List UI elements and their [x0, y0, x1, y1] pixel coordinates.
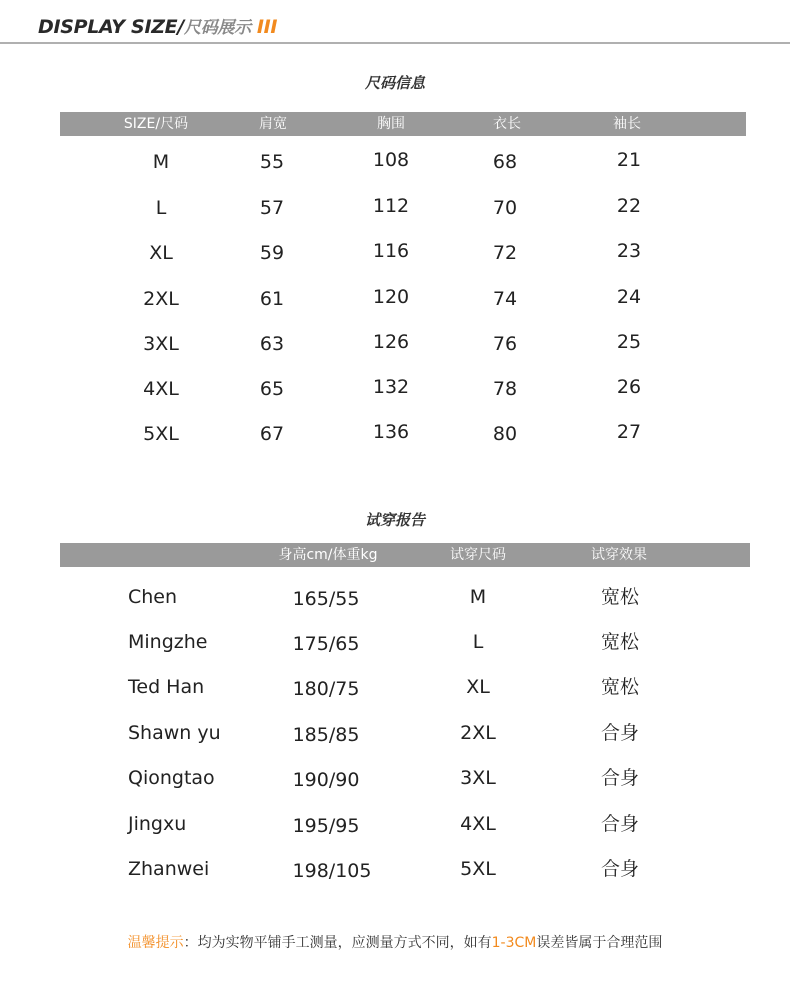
- table-row: [0, 194, 790, 239]
- note-text-after: 误差皆属于合理范围: [536, 935, 663, 951]
- note-range: 1-3CM: [491, 935, 537, 951]
- fit-cell-size: 3XL: [460, 767, 496, 789]
- fit-cell-effect: 合身: [600, 813, 640, 835]
- fit-cell-size: 4XL: [460, 813, 496, 835]
- fit-table-header: [60, 543, 750, 567]
- size-cell-size: XL: [149, 242, 173, 264]
- table-row: [0, 239, 790, 284]
- fit-cell-name: Shawn yu: [128, 722, 221, 744]
- table-row: [0, 285, 790, 330]
- size-cell-chest: 132: [372, 376, 410, 398]
- table-row: [0, 721, 790, 766]
- size-cell-sleeve: 22: [616, 195, 642, 217]
- size-cell-size: L: [155, 197, 167, 219]
- table-row: [0, 330, 790, 375]
- size-cell-size: 4XL: [143, 378, 179, 400]
- table-row: [0, 420, 790, 465]
- header-title: [38, 13, 277, 38]
- fit-cell-size: L: [472, 631, 484, 653]
- fit-cell-height-weight: 180/75: [292, 678, 360, 700]
- size-table-header: [60, 112, 746, 136]
- table-row: [0, 630, 790, 675]
- size-cell-size: 3XL: [143, 333, 179, 355]
- table-row: [0, 585, 790, 630]
- fit-header-try-size: 试穿尺码: [450, 547, 506, 563]
- page-header: [0, 0, 790, 46]
- fit-cell-effect: 合身: [600, 767, 640, 789]
- table-row: [0, 812, 790, 857]
- fit-table-title: 试穿报告: [364, 511, 425, 529]
- size-cell-shoulder: 55: [259, 151, 285, 173]
- fit-cell-height-weight: 185/85: [292, 724, 360, 746]
- fit-cell-size: 2XL: [460, 722, 496, 744]
- fit-cell-size: XL: [466, 676, 490, 698]
- fit-cell-name: Zhanwei: [128, 858, 210, 880]
- fit-cell-height-weight: 198/105: [292, 860, 372, 882]
- fit-header-height-weight: 身高cm/体重kg: [278, 547, 378, 563]
- size-cell-chest: 116: [372, 240, 410, 262]
- fit-cell-name: Jingxu: [128, 813, 187, 835]
- size-cell-shoulder: 57: [259, 197, 285, 219]
- fit-cell-size: M: [469, 586, 487, 608]
- note-text-before: ：均为实物平铺手工测量，应测量方式不同，如有: [183, 935, 492, 951]
- size-cell-chest: 126: [372, 331, 410, 353]
- size-cell-chest: 112: [372, 195, 410, 217]
- table-row: [0, 857, 790, 902]
- fit-cell-effect: 宽松: [600, 586, 640, 608]
- size-cell-shoulder: 61: [259, 288, 285, 310]
- size-cell-length: 72: [492, 242, 518, 264]
- measurement-note: [0, 932, 790, 952]
- fit-cell-name: Mingzhe: [128, 631, 208, 653]
- header-divider: [0, 42, 790, 44]
- size-cell-sleeve: 21: [616, 149, 642, 171]
- fit-cell-size: 5XL: [460, 858, 496, 880]
- header-title-cn: 尺码展示: [184, 18, 251, 38]
- size-cell-size: 2XL: [143, 288, 179, 310]
- note-label: 温馨提示: [127, 935, 184, 951]
- size-cell-sleeve: 23: [616, 240, 642, 262]
- size-header-size: SIZE/尺码: [123, 116, 189, 132]
- size-cell-length: 70: [492, 197, 518, 219]
- fit-header-effect: 试穿效果: [591, 547, 647, 563]
- size-cell-size: M: [152, 151, 170, 173]
- size-cell-length: 74: [492, 288, 518, 310]
- fit-cell-effect: 合身: [600, 722, 640, 744]
- size-cell-shoulder: 67: [259, 423, 285, 445]
- size-header-chest: 胸围: [377, 116, 405, 132]
- size-cell-length: 76: [492, 333, 518, 355]
- size-cell-shoulder: 63: [259, 333, 285, 355]
- fit-cell-height-weight: 175/65: [292, 633, 360, 655]
- size-header-sleeve: 袖长: [613, 116, 641, 132]
- size-header-length: 衣长: [493, 116, 521, 132]
- fit-cell-height-weight: 195/95: [292, 815, 360, 837]
- size-cell-size: 5XL: [143, 423, 179, 445]
- size-cell-chest: 108: [372, 149, 410, 171]
- fit-cell-effect: 合身: [600, 858, 640, 880]
- size-cell-chest: 120: [372, 286, 410, 308]
- table-row: [0, 375, 790, 420]
- size-header-shoulder: 肩宽: [259, 116, 287, 132]
- size-cell-shoulder: 65: [259, 378, 285, 400]
- header-bars-icon: III: [256, 16, 278, 38]
- fit-cell-name: Qiongtao: [128, 767, 215, 789]
- fit-cell-height-weight: 165/55: [292, 588, 360, 610]
- header-slash: /: [177, 16, 185, 38]
- header-title-en: DISPLAY SIZE: [38, 16, 178, 38]
- size-cell-sleeve: 25: [616, 331, 642, 353]
- size-cell-chest: 136: [372, 421, 410, 443]
- size-table-title: 尺码信息: [364, 74, 425, 92]
- table-row: [0, 148, 790, 193]
- fit-cell-name: Chen: [128, 586, 178, 608]
- fit-cell-name: Ted Han: [128, 676, 205, 698]
- size-cell-shoulder: 59: [259, 242, 285, 264]
- fit-cell-height-weight: 190/90: [292, 769, 360, 791]
- size-cell-length: 68: [492, 151, 518, 173]
- size-cell-sleeve: 24: [616, 286, 642, 308]
- fit-cell-effect: 宽松: [600, 631, 640, 653]
- table-row: [0, 675, 790, 720]
- size-cell-sleeve: 26: [616, 376, 642, 398]
- size-cell-sleeve: 27: [616, 421, 642, 443]
- size-cell-length: 78: [492, 378, 518, 400]
- size-cell-length: 80: [492, 423, 518, 445]
- table-row: [0, 766, 790, 811]
- fit-cell-effect: 宽松: [600, 676, 640, 698]
